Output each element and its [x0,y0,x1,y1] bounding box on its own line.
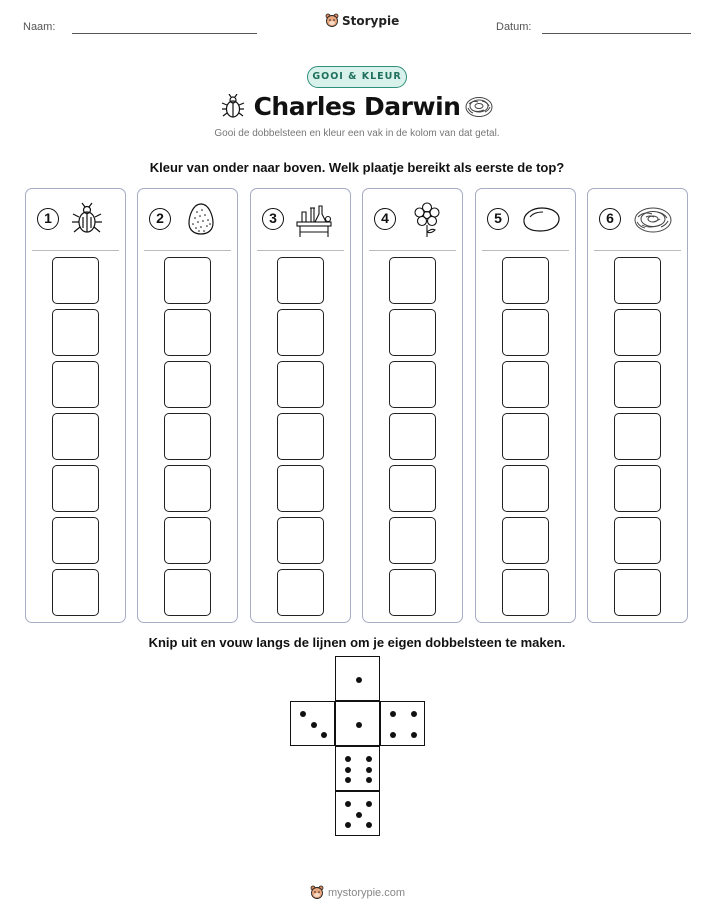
die-pip [345,767,351,773]
date-line [542,33,691,34]
beetle-icon [221,94,245,124]
color-box[interactable] [614,465,661,512]
column-5 [475,188,576,623]
color-box[interactable] [614,569,661,616]
column-number: 4 [374,208,396,230]
activity-badge: GOOI & KLEUR [307,66,407,88]
color-box[interactable] [277,257,324,304]
die-pip [345,756,351,762]
column-number: 3 [262,208,284,230]
die-pip [356,677,362,683]
die-face [380,701,425,746]
column-divider [144,250,231,251]
column-number: 5 [487,208,509,230]
color-box[interactable] [502,465,549,512]
column-divider [482,250,569,251]
name-line [72,33,257,34]
color-box[interactable] [389,257,436,304]
color-box[interactable] [389,413,436,460]
page-title: Charles Darwin [253,92,461,121]
color-box[interactable] [614,309,661,356]
die-pip [390,711,396,717]
column-divider [257,250,344,251]
die-pip [366,822,372,828]
speckled-egg-icon [186,202,216,240]
color-box[interactable] [502,257,549,304]
die-pip [345,777,351,783]
color-box[interactable] [502,361,549,408]
die-pip [321,732,327,738]
color-box[interactable] [277,465,324,512]
color-box[interactable] [389,465,436,512]
die-pip [390,732,396,738]
die-pip [411,711,417,717]
column-number: 2 [149,208,171,230]
color-box[interactable] [52,413,99,460]
die-face [335,746,380,791]
die-pip [356,722,362,728]
color-box[interactable] [614,413,661,460]
die-face [335,701,380,746]
color-box[interactable] [502,569,549,616]
die-pip [300,711,306,717]
die-pip [366,767,372,773]
color-box[interactable] [277,517,324,564]
column-2 [137,188,238,623]
color-box[interactable] [52,361,99,408]
die-face [335,791,380,836]
date-label: Datum: [496,21,532,33]
subtitle: Gooi de dobbelsteen en kleur een vak in de kolom van dat getal. [214,128,500,139]
column-1 [25,188,126,623]
storypie-mascot-icon [325,13,339,29]
color-box[interactable] [502,517,549,564]
color-box[interactable] [164,361,211,408]
brand-logo [325,13,399,29]
color-box[interactable] [277,361,324,408]
column-divider [369,250,456,251]
nest-icon [464,95,494,123]
color-box[interactable] [52,309,99,356]
color-box[interactable] [52,257,99,304]
color-box[interactable] [52,569,99,616]
die-face [335,656,380,701]
color-box[interactable] [389,309,436,356]
cut-instruction: Knip uit en vouw langs de lijnen om je eigen dobbelsteen te maken. [148,635,566,650]
column-number: 6 [599,208,621,230]
color-box[interactable] [164,465,211,512]
instruction: Kleur van onder naar boven. Welk plaatje bereikt als eerste de top? [149,160,565,175]
color-box[interactable] [277,569,324,616]
beetle-icon [70,202,104,240]
lab-table-icon [295,202,333,242]
die-pip [411,732,417,738]
column-divider [594,250,681,251]
color-box[interactable] [389,569,436,616]
column-3 [250,188,351,623]
color-box[interactable] [164,257,211,304]
flower-icon [411,202,443,242]
die-face [290,701,335,746]
color-box[interactable] [164,309,211,356]
name-label: Naam: [23,21,56,33]
color-box[interactable] [164,569,211,616]
column-divider [32,250,119,251]
footer-url: mystorypie.com [328,887,406,899]
color-box[interactable] [389,361,436,408]
color-box[interactable] [164,413,211,460]
die-pip [345,822,351,828]
brand-name: Storypie [342,14,400,28]
color-box[interactable] [502,309,549,356]
nest-icon [633,205,673,239]
column-6 [587,188,688,623]
column-4 [362,188,463,623]
die-pip [311,722,317,728]
color-box[interactable] [389,517,436,564]
column-number: 1 [37,208,59,230]
color-box[interactable] [614,517,661,564]
die-pip [345,801,351,807]
color-box[interactable] [52,465,99,512]
color-box[interactable] [52,517,99,564]
color-box[interactable] [164,517,211,564]
footer [310,885,405,901]
die-pip [366,801,372,807]
storypie-mascot-icon [310,885,324,901]
color-box[interactable] [614,257,661,304]
die-pip [356,812,362,818]
die-pip [366,777,372,783]
color-box[interactable] [277,413,324,460]
die-pip [366,756,372,762]
stone-icon [520,202,562,240]
die-net [290,656,425,836]
color-box[interactable] [614,361,661,408]
color-box[interactable] [502,413,549,460]
color-box[interactable] [277,309,324,356]
